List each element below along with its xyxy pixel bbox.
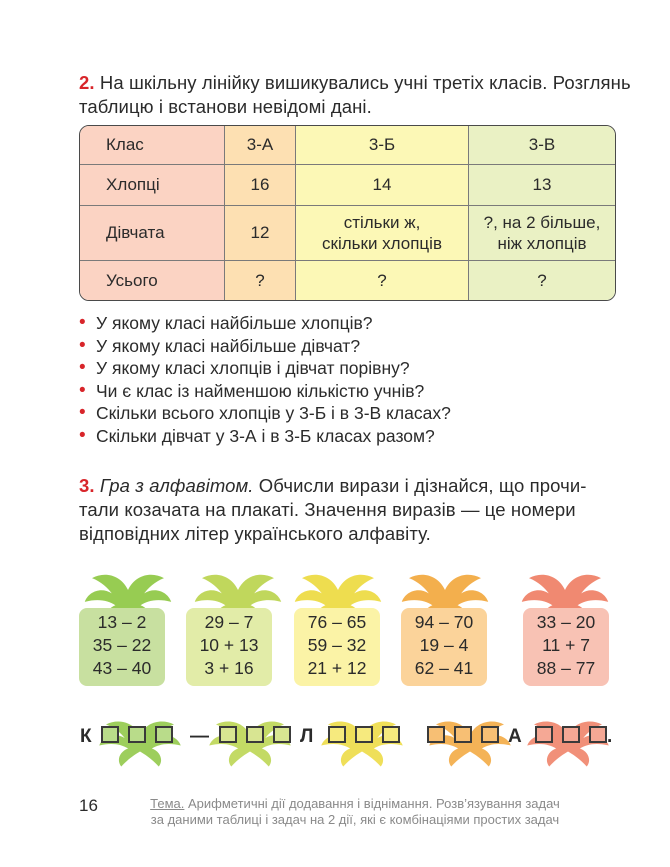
page-number: 16 (79, 796, 98, 815)
task2-line2: таблицю і встанови невідомі дані. (79, 96, 372, 117)
table-header-cell: Клас (80, 126, 225, 164)
table-cell: ? (469, 260, 616, 300)
expression: 29 – 7 (204, 612, 254, 632)
topic-label: Тема. (150, 796, 185, 811)
task3-line3: відповідних літер українського алфавіту. (79, 523, 431, 544)
answer-box[interactable] (273, 726, 291, 743)
task3-title: Гра з алфавітом. (99, 475, 254, 496)
task3-number: 3. (79, 475, 95, 496)
table-cell-line: стільки ж, (343, 212, 421, 232)
table-cell: ? (225, 260, 296, 300)
expression: 59 – 32 (307, 635, 367, 655)
list-item: • Скільки всього хлопців у 3-Б і в 3-В класах? (79, 402, 451, 425)
expression: 13 – 2 (97, 612, 147, 632)
list-item: • У якому класі найбільше дівчат? (79, 335, 451, 358)
letter-a: А (508, 726, 522, 747)
list-item: • Чи є клас із найменшою кількістю учнів? (79, 380, 451, 403)
answer-box[interactable] (562, 726, 580, 743)
task2-line1: На шкільну лінійку вишикувались учні третіх класів. Розглянь (94, 72, 631, 93)
table-cell-line: ?, на 2 більше, (483, 212, 601, 232)
expression-card (523, 608, 609, 686)
topic-line1: Арифметичні дії додавання і віднімання. Розв’язування задач (184, 796, 560, 811)
expression: 19 – 4 (419, 635, 469, 655)
task3-line1: Обчисли вирази і дізнайся, що прочи- (253, 475, 587, 496)
table-header-cell: 3-А (225, 126, 296, 164)
topic-footer (120, 796, 590, 828)
table-header-cell: 3-В (469, 126, 616, 164)
table-cell-line: ніж хлопців (497, 233, 587, 253)
table-cell: 12 (225, 205, 296, 260)
table-cell: 16 (225, 164, 296, 205)
answer-box[interactable] (128, 726, 146, 743)
answer-box[interactable] (246, 726, 264, 743)
expression: 76 – 65 (307, 612, 367, 632)
table-row-label: Дівчата (80, 205, 225, 260)
expression: 35 – 22 (92, 635, 152, 655)
expression: 88 – 77 (536, 658, 596, 678)
answer-box[interactable] (355, 726, 373, 743)
task3-line2: тали козачата на плакаті. Значення виразів — це номери (79, 499, 576, 520)
expression-card (186, 608, 272, 686)
table-row-label: Хлопці (80, 164, 225, 205)
expression: 33 – 20 (536, 612, 596, 632)
expression-card (401, 608, 487, 686)
answer-box[interactable] (328, 726, 346, 743)
list-item: • Скільки дівчат у 3-А і в 3-Б класах разом? (79, 425, 451, 448)
list-item: • У якому класі найбільше хлопців? (79, 312, 451, 335)
expression: 21 + 12 (307, 658, 367, 678)
answer-box[interactable] (101, 726, 119, 743)
expression: 10 + 13 (199, 635, 259, 655)
table-cell-line: скільки хлопців (322, 233, 442, 253)
list-item: • У якому класі хлопців і дівчат порівну? (79, 357, 451, 380)
dash: — (190, 726, 209, 747)
expression: 11 + 7 (542, 635, 590, 655)
table-header-cell: 3-Б (296, 126, 469, 164)
answer-box[interactable] (155, 726, 173, 743)
expression: 94 – 70 (414, 612, 474, 632)
answer-box[interactable] (382, 726, 400, 743)
answer-box[interactable] (589, 726, 607, 743)
expression-card (294, 608, 380, 686)
answer-box[interactable] (427, 726, 445, 743)
expression: 43 – 40 (92, 658, 152, 678)
answer-box[interactable] (454, 726, 472, 743)
expression: 62 – 41 (414, 658, 474, 678)
period: . (607, 726, 613, 747)
table-row-label: Усього (80, 260, 225, 300)
answer-box[interactable] (535, 726, 553, 743)
table-cell: 13 (469, 164, 616, 205)
answer-box[interactable] (481, 726, 499, 743)
letter-l: Л (300, 726, 314, 747)
answer-box[interactable] (219, 726, 237, 743)
expression-card (79, 608, 165, 686)
table-cell: 14 (296, 164, 469, 205)
letter-k: К (80, 726, 92, 747)
task2-number: 2. (79, 72, 95, 93)
topic-line2: за даними таблиці і задач на 2 дії, які є комбінаціями простих задач (150, 812, 560, 827)
table-cell: ? (296, 260, 469, 300)
expression: 3 + 16 (204, 658, 254, 678)
